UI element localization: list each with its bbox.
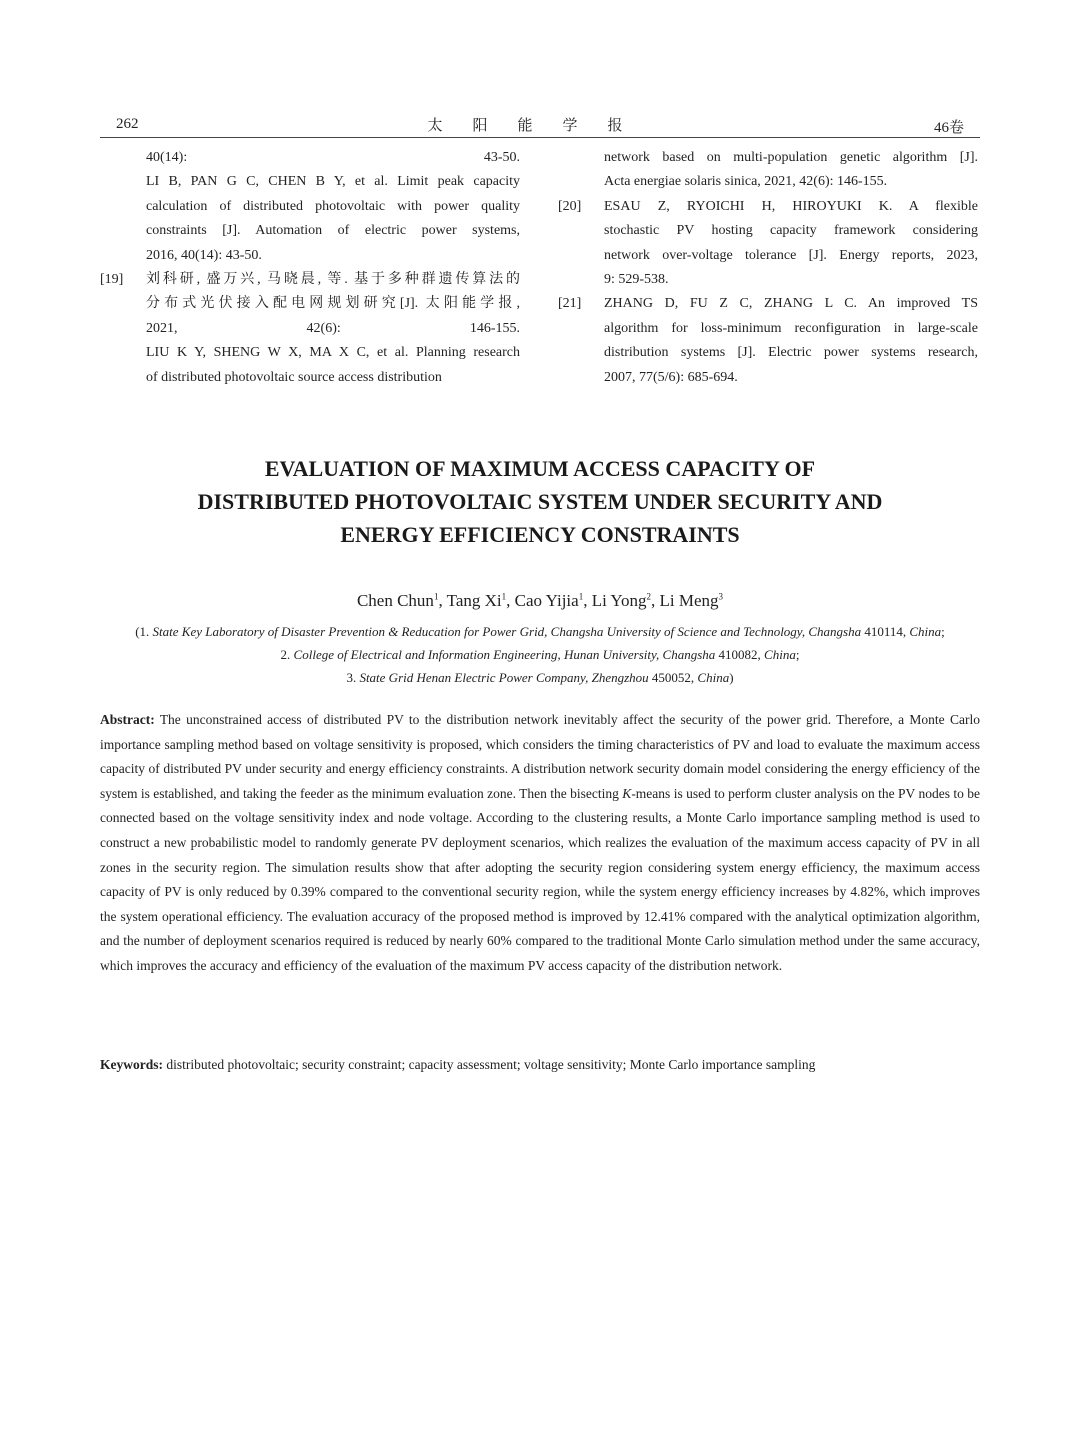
references-right-column — [558, 146, 978, 390]
header-rule — [100, 137, 980, 138]
reference-line: 刘科研, 盛万兴, 马晓晨, 等. 基于多种群遗传算法的 — [146, 272, 520, 288]
reference-line: Acta energiae solaris sinica, 2021, 42(6): 146-155. — [604, 174, 888, 190]
reference-entry — [558, 146, 978, 195]
affiliation-code: 450052, — [648, 670, 698, 685]
reference-line: distribution systems [J]. Electric power systems research, — [604, 345, 978, 361]
volume-label: 46卷 — [933, 120, 964, 136]
author-list: Chen Chun$^1$, Tang Xi$^1$, Cao Yijia$^1$, Li Yong$^2$, Li Meng$^3$ — [356, 591, 724, 610]
author-name: Li Meng — [659, 591, 719, 610]
paper-title — [100, 452, 980, 551]
reference-line: of distributed photovoltaic source access distribution — [146, 369, 442, 385]
abstract — [100, 708, 980, 979]
affiliation-line — [100, 620, 980, 643]
author-name: Tang Xi — [446, 591, 502, 610]
reference-entry — [558, 195, 978, 293]
reference-line: ZHANG D, FU Z C, ZHANG L C. An improved TS — [604, 296, 978, 312]
author-affiliation-mark: 1 — [501, 591, 507, 602]
affiliation-name: State Key Laboratory of Disaster Prevention & Reducation for Power Grid, Changsha University of Science and Technology, Changsha — [152, 624, 862, 639]
affiliation-name: College of Electrical and Information Engineering, Hunan University, Changsha — [293, 647, 716, 662]
affiliation-suffix: ; — [795, 647, 800, 662]
reference-number: [19] — [100, 272, 124, 288]
reference-number: [20] — [558, 198, 582, 214]
reference-line: 2007, 77(5/6): 685-694. — [604, 369, 738, 385]
affiliation-country: China — [697, 670, 730, 685]
reference-line: LI B, PAN G C, CHEN B Y, et al. Limit peak capacity — [146, 174, 520, 190]
reference-line: 9: 529-538. — [604, 272, 669, 288]
affiliation-code: 410082, — [715, 647, 765, 662]
page-number: 262 — [116, 116, 139, 132]
author-affiliation-mark: 2 — [646, 591, 652, 602]
title-line: DISTRIBUTED PHOTOVOLTAIC SYSTEM UNDER SECURITY AND — [197, 489, 883, 514]
author-name: Cao Yijia — [514, 591, 579, 610]
reference-line: network based on multi-population genetic algorithm [J]. — [604, 150, 978, 165]
affiliation-name: State Grid Henan Electric Power Company, Zhengzhou — [359, 670, 649, 685]
reference-line: 40(14): 43-50. — [146, 150, 520, 165]
reference-entry — [100, 268, 520, 390]
keywords — [100, 1053, 980, 1077]
affiliation-code: 410114, — [861, 624, 910, 639]
title-line: ENERGY EFFICIENCY CONSTRAINTS — [340, 522, 740, 547]
author-affiliation-mark: 3 — [718, 591, 724, 602]
author-name: Chen Chun — [356, 591, 434, 610]
reference-line: LIU K Y, SHENG W X, MA X C, et al. Planning research — [146, 345, 520, 361]
references-left-column — [100, 146, 520, 390]
affiliation-prefix: 3. — [346, 670, 360, 685]
reference-number: [21] — [558, 296, 582, 312]
reference-line: constraints [J]. Automation of electric power systems, — [146, 223, 520, 239]
reference-line: stochastic PV hosting capacity framework considering — [604, 223, 978, 239]
reference-line: 2016, 40(14): 43-50. — [146, 247, 262, 263]
running-header — [100, 114, 980, 136]
affiliation-line — [100, 643, 980, 666]
keywords-label: Keywords: — [100, 1057, 163, 1072]
title-line: EVALUATION OF MAXIMUM ACCESS CAPACITY OF — [264, 456, 816, 481]
affiliations — [100, 620, 980, 689]
affiliation-country: China — [764, 647, 796, 662]
affiliation-prefix: 2. — [280, 647, 294, 662]
affiliation-prefix: (1. — [135, 624, 153, 639]
author-name: Li Yong — [591, 591, 647, 610]
reference-line: 分布式光伏接入配电网规划研究[J]. 太阳能学报, — [146, 296, 520, 312]
reference-line: network over-voltage tolerance [J]. Energy reports, 2023, — [604, 247, 978, 263]
reference-entry — [100, 146, 520, 268]
reference-line: calculation of distributed photovoltaic with power quality — [146, 198, 520, 214]
affiliation-line — [100, 666, 980, 689]
abstract-text: The unconstrained access of distributed PV to the distribution network inevitably affect the security of the power grid. Therefore, a Monte Carlo importance sampling method based on voltage sensitivity is proposed, which considers the timing characteristics of PV and load to evaluate the maximum access capacity of distributed PV under security and energy efficiency constraints. A distribution network security domain model considering the energy efficiency of the system is established, and taking the feeder as the minimum evaluation zone. Then the bisecting K-means is used to perform cluster analysis on the PV nodes to be connected based on the voltage sensitivity index and node voltage. According to the clustering results, a Monte Carlo importance sampling method is used to construct a new probabilistic model to randomly generate PV deployment scenarios, which realizes the evaluation of the maximum access capacity of PV in all zones in the security region. The simulation results show that after adopting the security region considering system energy efficiency, the maximum access capacity of PV is only reduced by 0.39% compared to the conventional security region, while the system energy efficiency increases by 4.82%, which improves the system operational efficiency. The evaluation accuracy of the proposed method is improved by 12.41% compared with the analytical optimization algorithm, and the number of deployment scenarios required is reduced by nearly 60% compared to the traditional Monte Carlo simulation method under the same accuracy, which improves the accuracy and efficiency of the evaluation of the maximum PV access capacity of the distribution network. — [100, 712, 980, 973]
journal-title: 太阳能学报 — [427, 118, 653, 134]
reference-line: ESAU Z, RYOICHI H, HIROYUKI K. A flexible — [604, 198, 978, 214]
author-affiliation-mark: 1 — [433, 591, 439, 602]
affiliation-suffix: ; — [941, 624, 945, 639]
abstract-label: Abstract: — [100, 712, 155, 727]
author-affiliation-mark: 1 — [578, 591, 584, 602]
reference-line: algorithm for loss-minimum reconfiguration in large-scale — [604, 320, 978, 336]
reference-entry — [558, 292, 978, 390]
affiliation-country: China — [909, 624, 942, 639]
keywords-text: distributed photovoltaic; security constraint; capacity assessment; voltage sensitivity; Monte Carlo importance sampling — [166, 1057, 816, 1072]
reference-line: 2021, 42(6): 146-155. — [146, 320, 520, 336]
affiliation-suffix: ) — [729, 670, 734, 685]
